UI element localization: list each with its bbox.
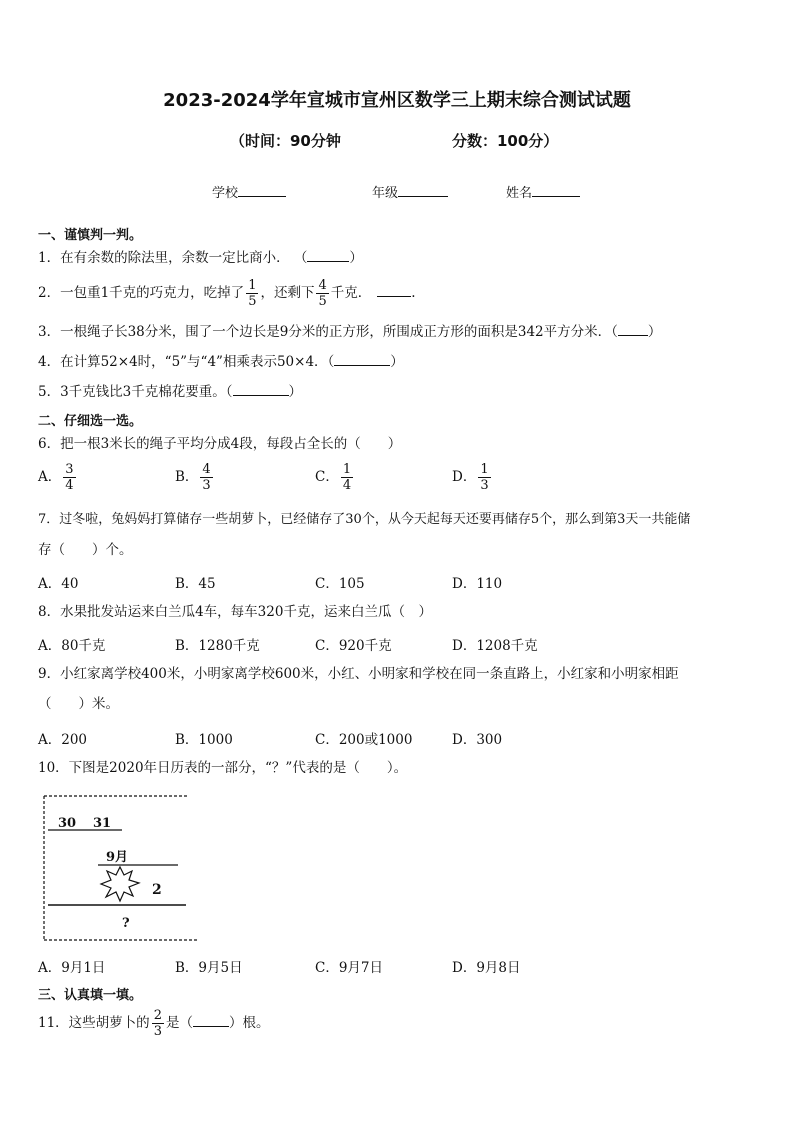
question-3-end: ） [647,324,662,340]
fraction-numerator: 4 [202,462,211,477]
question-5-text: 5．3千克钱比3千克棉花要重。（ [38,384,233,400]
fraction-numerator: 3 [65,462,74,477]
fraction-one-fifth [246,278,258,309]
question-4-text: 4．在计算52×4时，“5”与“4”相乘表示50×4．（ [38,354,335,370]
question-8: 8．水果批发站运来白兰瓜4车，每车320千克，运来白兰瓜（ ） [38,604,432,620]
calendar-figure [40,794,200,944]
fraction-denominator: 5 [248,294,257,309]
name-label: 姓名 [506,186,533,201]
question-9-option-b: B．1000 [175,732,233,748]
school-label: 学校 [212,186,239,201]
option-label: D． [452,469,477,485]
fraction-numerator: 2 [153,1008,162,1023]
fraction-denominator: 5 [318,294,327,309]
answer-blank [377,284,411,297]
answer-blank [193,1014,229,1027]
fraction-denominator: 4 [342,478,352,493]
option-label: A． [38,469,62,485]
answer-blank [233,383,289,396]
fraction-numerator: 1 [248,278,257,293]
fraction-numerator: 1 [480,462,489,477]
question-1-end: ） [349,250,363,266]
fraction-four-fifths [316,278,328,309]
starburst-icon [101,867,139,901]
question-6-option-c [315,462,355,493]
question-5 [38,382,302,402]
fraction-numerator: 1 [342,462,352,477]
question-7-option-b: B．45 [175,576,216,592]
section-3-heading: 三、认真填一填。 [38,988,143,1003]
question-7-line-2: 存（ ）个。 [38,542,133,558]
question-6-option-a [38,462,78,493]
question-8-option-a: A．80千克 [38,638,106,654]
question-4 [38,352,404,372]
fraction-denominator: 3 [202,478,211,493]
question-11-text-b: 是（ [165,1015,193,1031]
calendar-day-2: 2 [152,882,162,898]
fraction-numerator: 4 [318,278,327,293]
grade-blank [398,184,448,197]
exam-time: （时间：90分钟 [230,132,341,150]
question-11 [38,1006,269,1040]
question-8-option-c: C．920千克 [315,638,392,654]
answer-blank [307,249,349,262]
question-10-option-b: B．9月5日 [175,960,243,976]
page-title: 2023-2024学年宣城市宣州区数学三上期末综合测试试题 [163,90,631,111]
question-2-text: 2．一包重1千克的巧克力，吃掉了 [38,285,245,301]
question-4-end: ） [390,354,404,370]
question-8-option-b: B．1280千克 [175,638,260,654]
question-1 [38,248,363,268]
question-11-text-c: ）根。 [228,1015,270,1031]
section-1-heading: 一、谨慎判一判。 [38,228,143,243]
question-2 [38,276,416,310]
calendar-unknown-day: ? [122,916,130,931]
question-10-option-d: D．9月8日 [452,960,521,976]
option-fraction [200,462,212,493]
question-10-option-c: C．9月7日 [315,960,384,976]
question-1-text: 1．在有余数的除法里，余数一定比商小． （ [38,250,308,266]
question-7-option-a: A．40 [38,576,79,592]
option-fraction [478,462,490,493]
question-6: 6．把一根3米长的绳子平均分成4段，每段占全长的（ ） [38,436,402,452]
question-2-text-c: 千克． [330,285,372,301]
question-2-text-b: ，还剩下 [260,285,315,301]
grade-label: 年级 [372,186,399,201]
question-8-option-d: D．1208千克 [452,638,538,654]
question-5-end: ） [288,384,303,400]
question-6-option-b [175,462,215,493]
question-3-text: 3．一根绳子长38分米，围了一个边长是9分米的正方形，所围成正方形的面积是342平方分米．（ [38,324,618,340]
question-10-option-a: A．9月1日 [38,960,106,976]
fraction-two-thirds [152,1008,164,1039]
option-label: B． [175,469,199,485]
question-10: 10．下图是2020年日历表的一部分，“？”代表的是（ ）。 [38,760,408,776]
option-label: C． [315,469,339,485]
grade-field [372,182,448,201]
fraction-denominator: 4 [65,478,74,493]
exam-score: 分数：100分） [452,132,559,150]
name-blank [532,184,580,197]
option-fraction [341,462,353,493]
name-field [506,182,580,201]
question-7-option-c: C．105 [315,576,365,592]
answer-blank [334,353,390,366]
calendar-day-31: 31 [93,816,112,831]
school-blank [238,184,286,197]
question-9-line-1: 9．小红家离学校400米，小明家离学校600米，小红、小明家和学校在同一条直路上，小红家和小明家相距 [38,666,679,682]
fraction-denominator: 3 [153,1024,162,1039]
question-9-line-2: （ ）米。 [38,696,119,712]
question-9-option-c: C．200或1000 [315,732,413,748]
answer-blank [618,323,648,336]
question-6-option-d [452,462,493,493]
question-7-line-1: 7．过冬啦，兔妈妈打算储存一些胡萝卜，已经储存了30个，从今天起每天还要再储存5个，那么到第3天一共能储 [38,512,691,527]
question-3 [38,322,661,342]
question-9-option-d: D．300 [452,732,503,748]
school-field [212,182,286,201]
question-11-text: 11．这些胡萝卜的 [38,1015,150,1031]
option-fraction [63,462,75,493]
calendar-day-30: 30 [58,816,77,831]
calendar-month-label: 9月 [106,850,129,865]
question-9-option-a: A．200 [38,732,88,748]
fraction-denominator: 3 [480,478,489,493]
question-2-end: . [411,285,416,301]
section-2-heading: 二、仔细选一选。 [38,414,143,429]
question-7-option-d: D．110 [452,576,503,592]
